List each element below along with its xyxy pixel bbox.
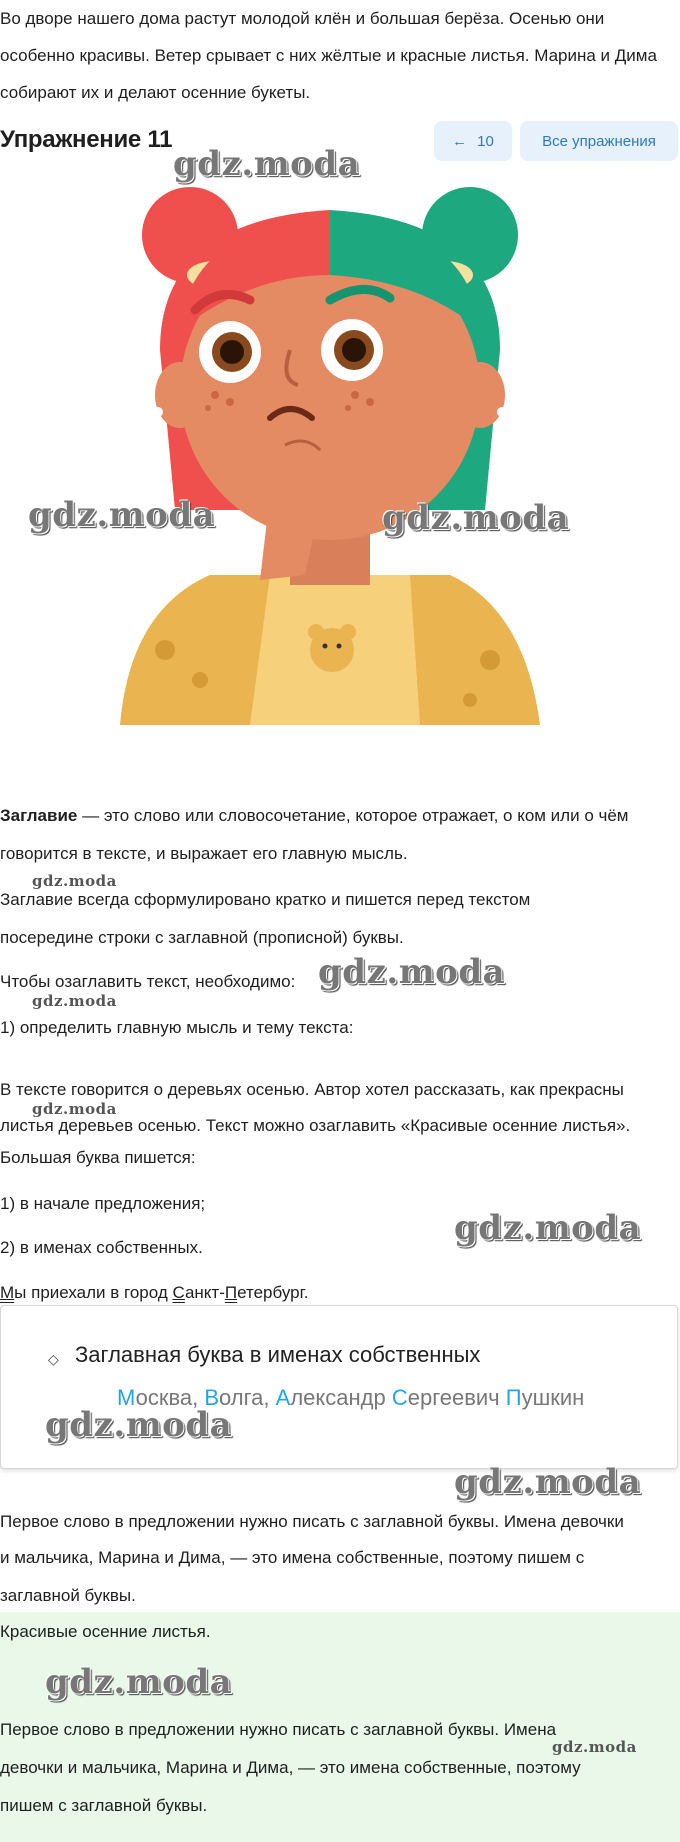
theory-line: посередине строки с заглавной (прописной) буквы. (0, 928, 404, 947)
thinking-girl-illustration (120, 180, 540, 725)
watermark: gdz.moda (28, 495, 216, 535)
example-text: ы приехали в город (14, 1283, 173, 1302)
highlight-capital: В (204, 1385, 220, 1410)
watermark: gdz.moda (454, 1208, 642, 1248)
exercise-title: Упражнение 11 (0, 126, 173, 153)
example-text: етербург. (237, 1283, 309, 1302)
highlight-capital: П (505, 1385, 522, 1410)
theory-line: Заглавие всегда сформулировано кратко и пишется перед текстом (0, 890, 531, 909)
highlight-capital: М (117, 1385, 136, 1410)
underlined-capital: М (0, 1283, 15, 1302)
watermark: gdz.moda (32, 1100, 117, 1118)
theory-line: 1) в начале предложения; (0, 1194, 206, 1213)
answer-title: Красивые осенние листья. (0, 1622, 211, 1641)
watermark: gdz.moda (45, 1405, 233, 1445)
highlight-capital: А (275, 1385, 291, 1410)
underlined-capital: П (224, 1283, 238, 1302)
name-text: олга, (219, 1385, 276, 1410)
example-sentence (0, 1283, 308, 1303)
theory-text: — это слово или словосочетание, которое отражает, о ком или о чём (77, 806, 629, 825)
prev-exercise-button[interactable] (434, 121, 512, 161)
arrow-left-icon: ← (452, 132, 468, 150)
diamond-icon: ◇ (48, 1351, 59, 1367)
name-text: ушкин (521, 1385, 585, 1410)
explanation-line: и мальчика, Марина и Дима, — это имена собственные, поэтому пишем с (0, 1548, 585, 1567)
name-text: лександр (290, 1385, 392, 1410)
term-title-word: Заглавие (0, 806, 78, 825)
highlight-capital: С (391, 1385, 408, 1410)
watermark: gdz.moda (32, 872, 117, 890)
example-text: анкт- (184, 1283, 225, 1302)
theory-line: листья деревьев осенью. Текст можно озаглавить «Красивые осенние листья». (0, 1116, 631, 1135)
name-text: осква, (135, 1385, 205, 1410)
prev-exercise-label: 10 (477, 132, 494, 150)
theory-line: 2) в именах собственных. (0, 1238, 203, 1257)
name-text: ергеевич (407, 1385, 506, 1410)
watermark: gdz.moda (32, 992, 117, 1010)
watermark: gdz.moda (45, 1662, 233, 1702)
watermark: gdz.moda (454, 1462, 642, 1502)
theory-line: говорится в тексте, и выражает его главную мысль. (0, 844, 408, 863)
watermark: gdz.moda (173, 144, 361, 184)
theory-line: 1) определить главную мысль и тему текста: (0, 1018, 354, 1037)
answer-line: Первое слово в предложении нужно писать с заглавной буквы. Имена (0, 1720, 557, 1739)
theory-line: Чтобы озаглавить текст, необходимо: (0, 972, 296, 991)
answer-line: пишем с заглавной буквы. (0, 1796, 208, 1815)
explanation-line: Первое слово в предложении нужно писать с заглавной буквы. Имена девочки (0, 1512, 624, 1531)
explanation-line: заглавной буквы. (0, 1586, 136, 1605)
theory-line (0, 806, 629, 826)
watermark: gdz.moda (318, 952, 506, 992)
answer-line: девочки и мальчика, Марина и Дима, — это имена собственные, поэтому (0, 1758, 581, 1777)
all-exercises-button[interactable]: Все упражнения (520, 121, 678, 161)
watermark: gdz.moda (382, 498, 570, 538)
theory-line: В тексте говорится о деревьях осенью. Автор хотел рассказать, как прекрасны (0, 1080, 624, 1099)
rule-card-title: Заглавная буква в именах собственных (75, 1342, 481, 1367)
underlined-capital: С (172, 1283, 185, 1302)
theory-line: Большая буква пишется: (0, 1148, 196, 1167)
intro-paragraph: Во дворе нашего дома растут молодой клён и большая берёза. Осенью они особенно красивы. Ветер срывает с них жёлтые и красные листья. Марина и Дима собирают их и делают осенние букеты. (0, 9, 657, 102)
watermark: gdz.moda (552, 1738, 637, 1756)
